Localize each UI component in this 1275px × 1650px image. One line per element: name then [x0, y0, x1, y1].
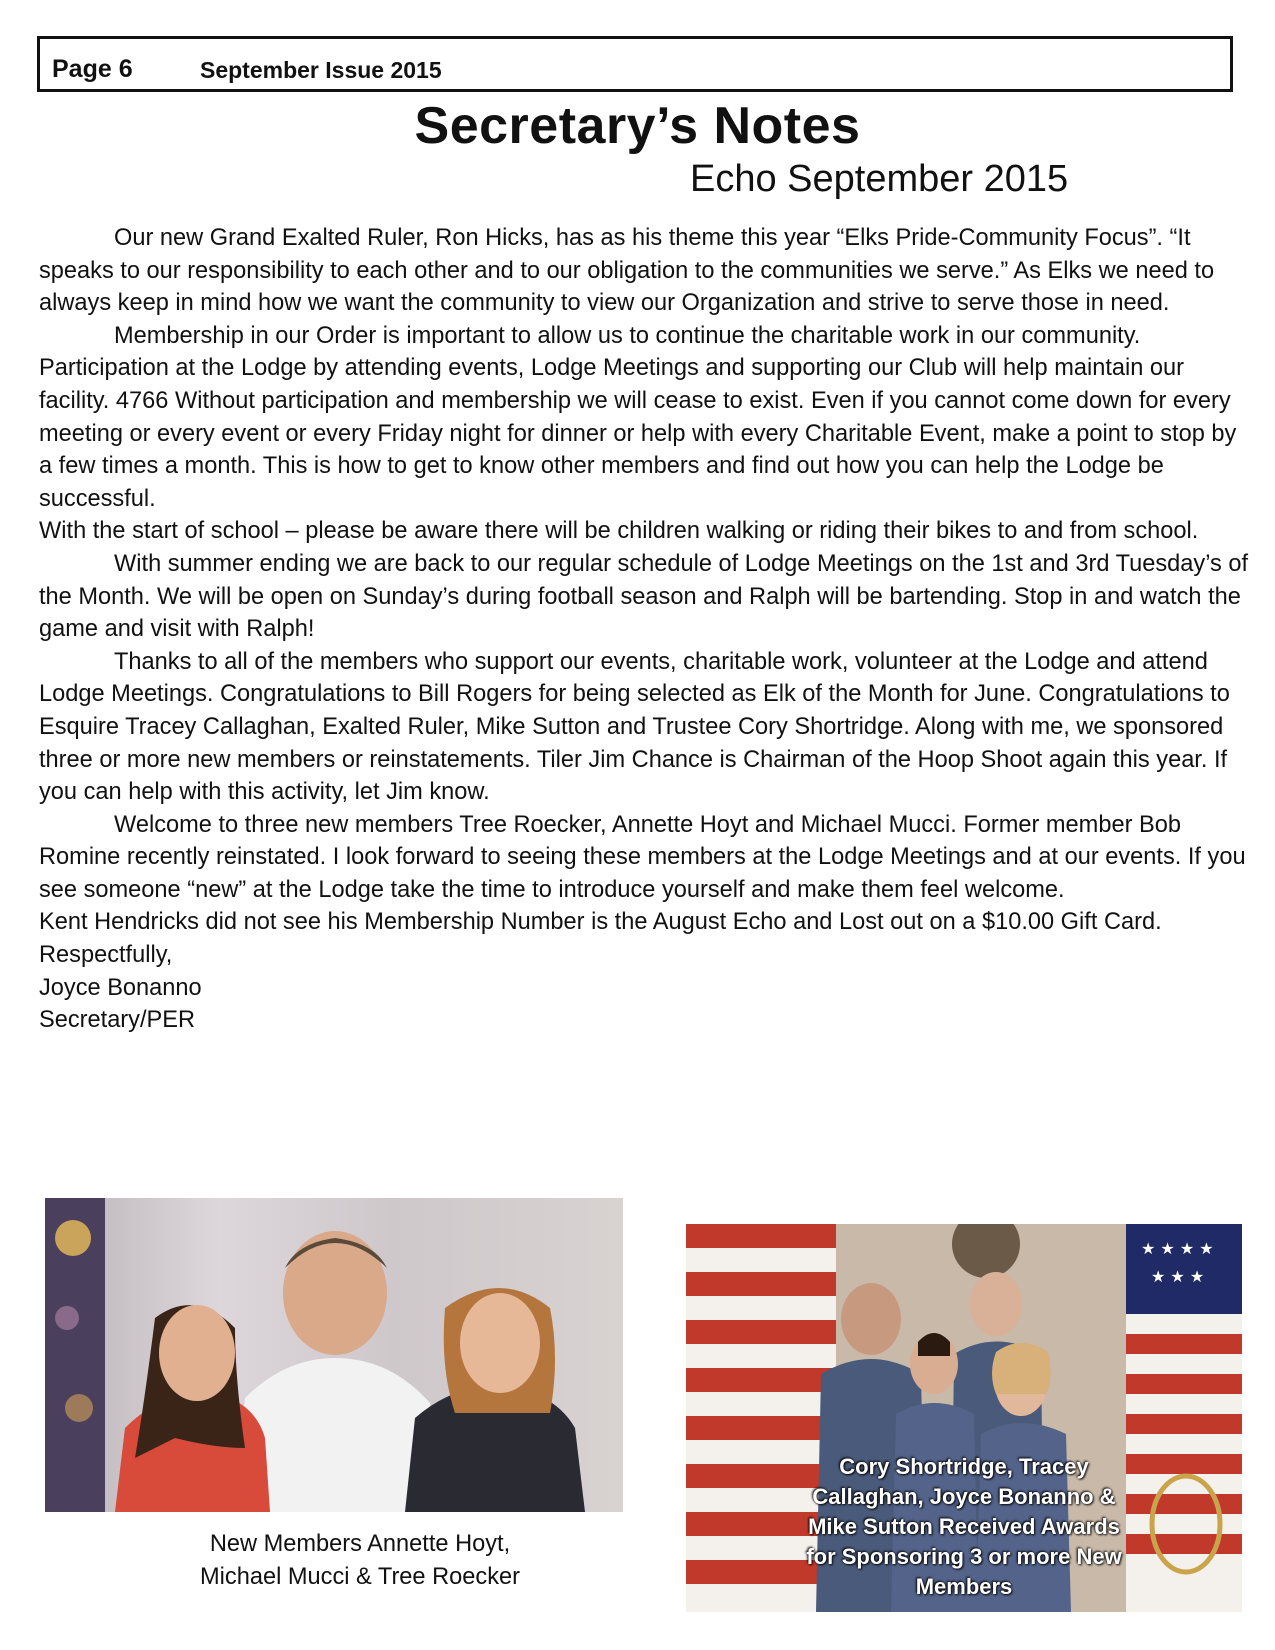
svg-text:★ ★ ★: ★ ★ ★ — [1151, 1267, 1205, 1286]
caption-line: for Sponsoring 3 or more New — [806, 1544, 1122, 1569]
paragraph: Kent Hendricks did not see his Membership Number is the August Echo and Lost out on a $10.00 Gift Card. — [39, 909, 1162, 936]
paragraph: Thanks to all of the members who support our events, charitable work, volunteer at the Lodge and attend Lodge Meetings. Congratulations to Bill Rogers for being selected as Elk of the Month for June. Congratulations to Esquire Tracey Callaghan, Exalted Ruler, Mike Sutton and Trustee Cory Shortridge. Along with me, we sponsored three or more new members or reinstatements. Tiler Jim Chance is Chairman of the Hoop Shoot again this year. If you can help with this activity, let Jim know. — [39, 648, 1230, 806]
paragraph: Membership in our Order is important to allow us to continue the charitable work in our community. Participation at the Lodge by attending events, Lodge Meetings and supporting our Club will help maintain our facility. 4766 Without participation and membership we will cease to exist. Even if you cannot come down for every meeting or every event or every Friday night for dinner or help with every Charitable Event, make a point to stop by a few times a month. This is how to get to know other members and find out how you can help the Lodge be successful. — [39, 322, 1237, 512]
signer-name: Joyce Bonanno — [39, 974, 202, 1001]
article-subtitle: Echo September 2015 — [690, 158, 1069, 200]
svg-text:★ ★ ★ ★: ★ ★ ★ ★ — [1141, 1239, 1214, 1258]
signoff: Respectfully, — [39, 942, 173, 969]
caption-line: Callaghan, Joyce Bonanno & — [812, 1484, 1116, 1509]
page-header — [37, 36, 1233, 92]
new-members-photo — [45, 1198, 623, 1512]
issue-label: September Issue 2015 — [200, 57, 442, 83]
signer-title: Secretary/PER — [39, 1007, 196, 1034]
caption-line: Cory Shortridge, Tracey — [839, 1454, 1089, 1479]
paragraph: With summer ending we are back to our regular schedule of Lodge Meetings on the 1st and 3rd Tuesday’s of the Month. We will be open on Sunday’s during football season and Ralph will be bartending. Stop in and watch the game and visit with Ralph! — [39, 550, 1249, 643]
award-recipients-caption — [686, 1452, 1242, 1602]
article-body — [39, 222, 1249, 1037]
caption-line: Members — [915, 1574, 1013, 1599]
caption-line: Michael Mucci & Tree Roecker — [200, 1564, 520, 1590]
article-title: Secretary’s Notes — [414, 97, 861, 155]
caption-line: Mike Sutton Received Awards — [808, 1514, 1120, 1539]
caption-line: New Members Annette Hoyt, — [209, 1531, 511, 1557]
paragraph: Our new Grand Exalted Ruler, Ron Hicks, has as his theme this year “Elks Pride-Community Focus”. “It speaks to our responsibility to each other and to our obligation to the communities we serve.” As Elks we need to always keep in mind how we want the community to view our Organization and strive to serve those in need. — [39, 225, 1215, 317]
new-members-photo-art — [45, 1198, 623, 1512]
paragraph: With the start of school – please be aware there will be children walking or riding their bikes to and from school. — [39, 518, 1199, 545]
award-recipients-photo — [686, 1224, 1242, 1612]
paragraph: Welcome to three new members Tree Roecker, Annette Hoyt and Michael Mucci. Former member Bob Romine recently reinstated. I look forward to seeing these members at the Lodge Meetings and at our events. If you see someone “new” at the Lodge take the time to introduce yourself and make them feel welcome. — [39, 811, 1246, 903]
page-number: Page 6 — [52, 55, 133, 83]
new-members-caption — [160, 1528, 560, 1594]
